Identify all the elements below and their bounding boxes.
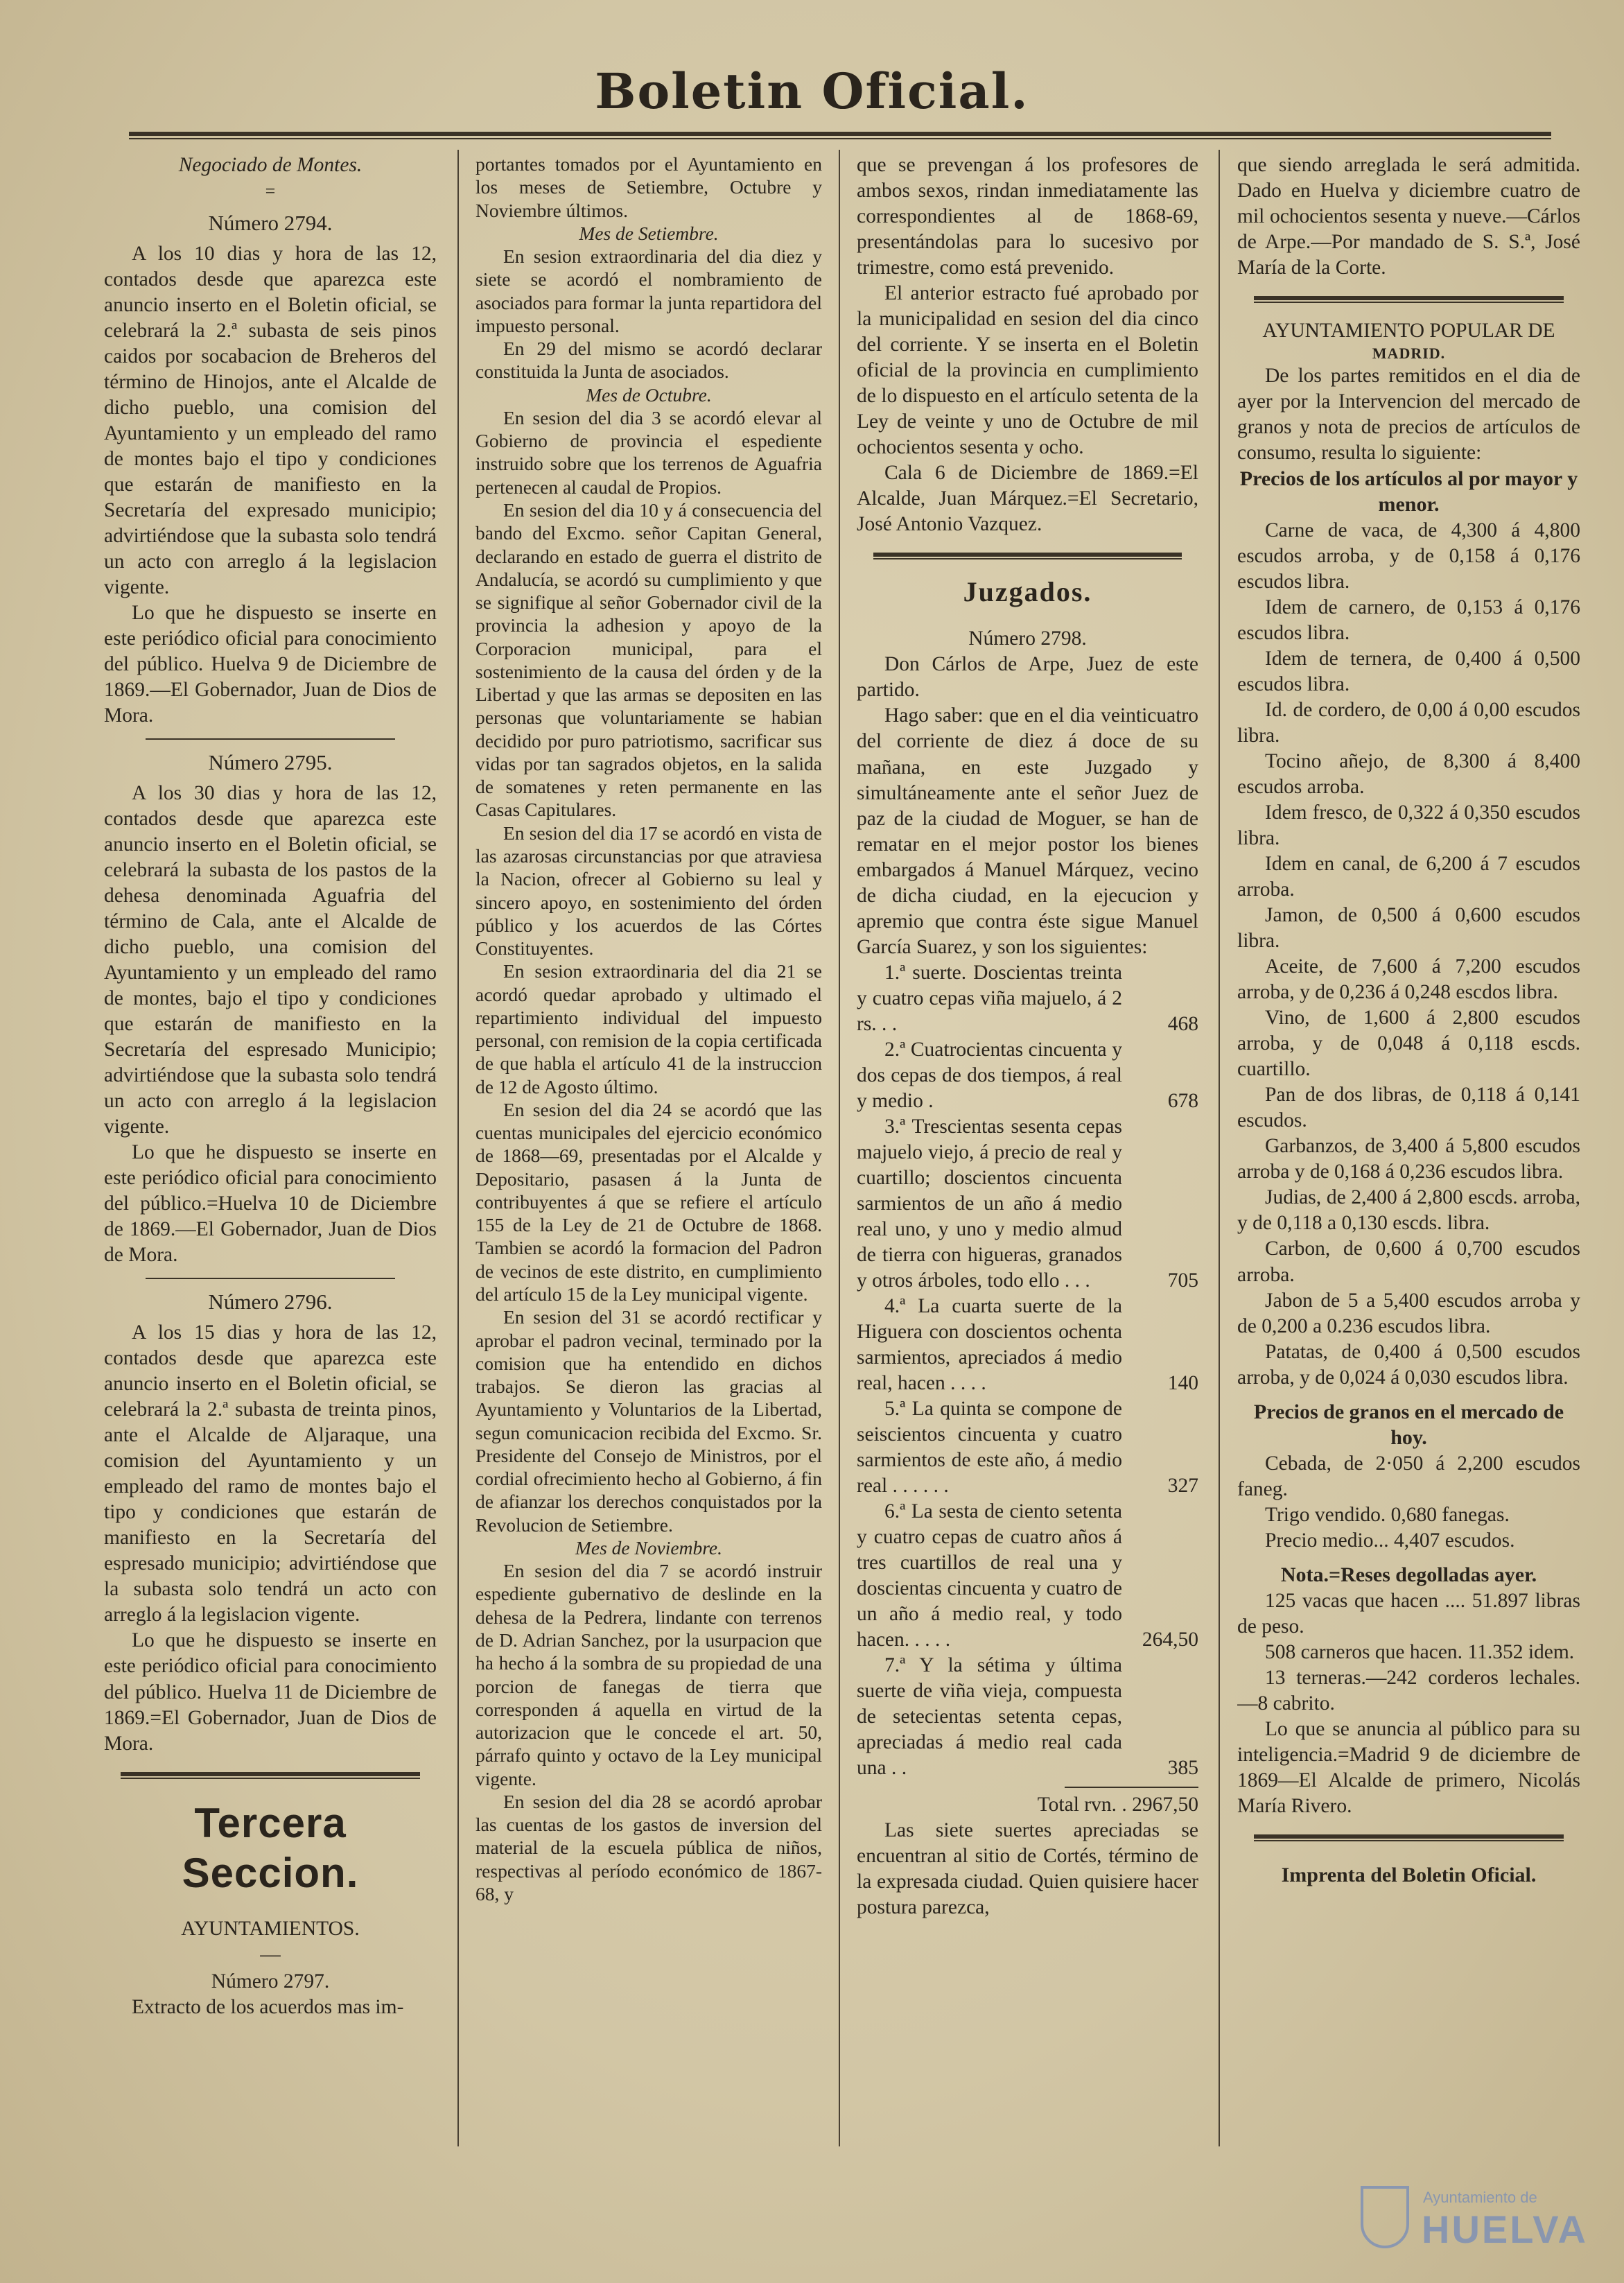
section-heading-montes: Negociado de Montes. — [178, 154, 363, 176]
column-2 — [475, 153, 822, 2219]
header-rule — [129, 132, 1551, 136]
extract-paragraph: En sesion extraordinaria del dia 21 se acordó quedar aprobado y ultimado el repartimiento individual del impuesto personal, con remision de la copia certificada de que habla el artículo 41 de la instruccion de 12 de Agosto último. — [475, 960, 822, 1097]
extract-intro: portantes tomados por el Ayuntamiento en los meses de Setiembre, Octubre y Noviembre últimos. — [475, 153, 822, 221]
price-item: Pan de dos libras, de 0,118 á 0,141 escudos. — [1237, 1084, 1580, 1132]
judge-notice-closing: que siendo arreglada le será admitida. Dado en Huelva y diciembre cuatro de mil ochocientos sesenta y nueve.—Cárlos de Arpe.—Por mandado de S. S.ª, José María de la Corte. — [1237, 154, 1580, 279]
madrid-closing: Lo que se anuncia al público para su inteligencia.=Madrid 9 de diciembre de 1869—El Alcalde de primero, Nicolás María Rivero. — [1237, 1717, 1580, 1817]
price-item: Id. de cordero, de 0,00 á 0,00 escudos libra. — [1237, 699, 1580, 747]
reses-item: 125 vacas que hacen .... 51.897 libras de peso. — [1237, 1589, 1580, 1638]
auction-item: 2.ª Cuatrocientas cincuenta y dos cepas de dos tiempos, á real y medio . 678 — [857, 1038, 1198, 1112]
month-heading-noviembre: Mes de Noviembre. — [575, 1536, 723, 1559]
judge-notice-body: Hago saber: que en el dia veinticuatro del corriente de diez á doce de su mañana, en este Juzgado y simultáneamente ante el señor Juez de paz de la ciudad de Moguer, se han de rematar en el mejor postor los bienes embargados á Manuel Márquez, vecino de dicha ciudad, en la ejecucion y apremio que contra éste sigue Manuel García Suarez, y son los siguientes: — [857, 704, 1198, 958]
notice-2795-body: A los 30 dias y hora de las 12, contados desde que aparezca este anuncio inserto en el Boletin oficial, se celebrará la subasta de los pastos de la dehesa denominada Aguafria del término de Cala, ante el Alcalde de dicho pueblo, una comision del Ayuntamiento y un empleado del ramo de montes, bajo el tipo y condiciones que estarán de manifiesto en la Secretaría del espresado Municipio; advirtiéndose que la subasta solo tendrá un acto con arreglo á la legislacion vigente. — [104, 782, 437, 1138]
extract-paragraph: En sesion del dia 28 se acordó aprobar las cuentas de los gastos de inversion del material de la escuela pública de niños, respectivas al período económico de 1867-68, y — [475, 1790, 822, 1904]
auction-item: 3.ª Trescientas sesenta cepas majuelo viejo, á precio de real y cuartillo; doscientos cincuenta sarmientos de un año á medio real uno, y uno y medio almud de tierra con higueras, granados y otros árboles, todo ello . . . 705 — [857, 1115, 1198, 1292]
grain-heading: Precios de granos en el mercado de hoy. — [1253, 1400, 1564, 1450]
auction-item: 4.ª La cuarta suerte de la Higuera con doscientos ochenta sarmientos, apreciados á medio real, hacen . . . . 140 — [857, 1294, 1198, 1394]
total-rule — [1065, 1787, 1198, 1788]
notice-2794-body: A los 10 dias y hora de las 12, contados desde que aparezca este anuncio inserto en el Boletin oficial, se celebrará la 2.ª subasta de seis pinos caidos por socabacion de Breheros del término de Hinojos, ante el Alcalde de dicho pueblo, una comision del Ayuntamiento y un empleado del ramo de montes bajo el tipo y condiciones que estarán de manifiesto en la Secretaría del expresado municipio; advirtiéndose que la subasta solo tendrá un acto con arreglo á la legislacion vigente. — [104, 242, 437, 599]
month-heading-setiembre: Mes de Setiembre. — [579, 222, 719, 244]
auction-item: 5.ª La quinta se compone de seiscientos cincuenta y cuatro sarmientos de este año, á medio real . . . . . . 327 — [857, 1397, 1198, 1497]
extract-paragraph: En sesion extraordinaria del dia diez y siete se acordó el nombramiento de asociados para formar la junta repartidora del impuesto personal. — [475, 245, 822, 336]
auction-items-list — [857, 960, 1198, 1782]
price-item: Carne de vaca, de 4,300 á 4,800 escudos arroba, y de 0,158 á 0,176 escudos libra. — [1237, 519, 1580, 593]
price-item: Tocino añejo, de 8,300 á 8,400 escudos arroba. — [1237, 750, 1580, 799]
reses-item: 508 carneros que hacen. 11.352 idem. — [1265, 1640, 1575, 1663]
extract-paragraph: En sesion del 31 se acordó rectificar y aprobar el padron vecinal, terminado por la comision que ha entendido en dichos trabajos. Se dieron las gracias al Ayuntamiento y Voluntarios de la Libertad, segun comunicacion recibida del Excmo. Sr. Presidente del Consejo de Ministros, por el cordial ofrecimiento hecho al Gobierno, á fin de afianzar los derechos conquistados por la Revolucion de Setiembre. — [475, 1306, 822, 1536]
section-rule — [121, 1772, 420, 1779]
notice-2797-start: Extracto de los acuerdos mas im- — [132, 1996, 404, 2019]
price-item: Carbon, de 0,600 á 0,700 escudos arroba. — [1237, 1238, 1580, 1286]
notice-2794-closing: Lo que he dispuesto se inserte en este periódico oficial para conocimiento del público. Huelva 9 de Diciembre de 1869.—El Gobernador, Juan de Dios de Mora. — [104, 602, 437, 727]
price-item: Patatas, de 0,400 á 0,500 escudos arroba, y de 0,024 á 0,030 escudos libra. — [1237, 1340, 1580, 1389]
archive-watermark — [1361, 2186, 1596, 2255]
auction-item: 6.ª La sesta de ciento setenta y cuatro cepas de cuatro años á tres cuartillos de real una y doscientas cincuenta y cuatro de un año á medio real, y todo hacen. . . . . 264,50 — [857, 1500, 1198, 1651]
price-item: Idem fresco, de 0,322 á 0,350 escudos libra. — [1237, 801, 1580, 850]
header-rule-thin — [129, 138, 1551, 139]
reses-item: 13 terneras.—242 corderos lechales.—8 cabrito. — [1237, 1666, 1580, 1715]
masthead-title: Boletin Oficial. — [595, 62, 1029, 120]
auction-total: Total rvn. . 2967,50 — [1037, 1794, 1198, 1816]
auction-item: 7.ª Y la sétima y última suerte de viña vieja, compuesta de setecientas setenta cepas, apreciadas á medio real cada una . . 385 — [857, 1654, 1198, 1780]
notice-number-2797: Número 2797. — [211, 1970, 330, 1993]
column-3 — [857, 153, 1198, 2219]
grain-item: Trigo vendido. 0,680 fanegas. — [1265, 1503, 1510, 1526]
notice-number-2794: Número 2794. — [208, 211, 333, 236]
coat-of-arms-icon — [1361, 2186, 1409, 2248]
column-divider-3 — [1219, 150, 1220, 2146]
notice-2795-closing: Lo que he dispuesto se inserte en este periódico oficial para conocimiento del público.=Huelva 10 de Diciembre de 1869.—El Gobernador, Juan de Dios de Mora. — [104, 1141, 437, 1267]
price-item: Judias, de 2,400 á 2,800 escds. arroba, y de 0,118 a 0,130 escds. libra. — [1237, 1186, 1580, 1235]
extract-paragraph: En sesion del dia 17 se acordó en vista de las azarosas circunstancias por que atraviesa la Nacion, ofrecer al Gobierno su leal y sincero apoyo, en sostenimiento del órden público y los acuerdos de las Córtes Constituyentes. — [475, 822, 822, 960]
price-item: Aceite, de 7,600 á 7,200 escudos arroba, y de 0,236 á 0,248 escdos libra. — [1237, 955, 1580, 1004]
price-item: Idem de carnero, de 0,153 á 0,176 escudos libra. — [1237, 596, 1580, 645]
printer-credit: Imprenta del Boletin Oficial. — [1281, 1863, 1537, 1886]
notice-number-2795: Número 2795. — [208, 750, 333, 775]
auction-location: Las siete suertes apreciadas se encuentran al sitio de Cortés, término de la expresada ciudad. Quien quisiere hacer postura parezca, — [857, 1819, 1198, 1919]
auction-item: 1.ª suerte. Doscientas treinta y cuatro cepas viña majuelo, á 2 rs. . . 468 — [857, 961, 1198, 1035]
extract-continuation: que se prevengan á los profesores de ambos sexos, rindan inmediatamente las correspondientes al de 1868-69, presentándolas para lo sucesivo por trimestre, como está prevenido. — [857, 154, 1198, 279]
section-rule — [1254, 1834, 1564, 1841]
separator-rule — [146, 1278, 395, 1279]
price-item: Garbanzos, de 3,400 á 5,800 escudos arroba y de 0,168 á 0,236 escudos libra. — [1237, 1135, 1580, 1183]
ayuntamientos-heading: AYUNTAMIENTOS. — [181, 1917, 360, 1940]
separator-dash: — — [260, 1943, 281, 1965]
separator-equals: = — [265, 181, 276, 202]
price-item: Vino, de 1,600 á 2,800 escudos arroba, y de 0,048 á 0,118 escds. cuartillo. — [1237, 1007, 1580, 1081]
judge-heading: Don Cárlos de Arpe, Juez de este partido. — [857, 653, 1198, 702]
notice-2796-body: A los 15 dias y hora de las 12, contados desde que aparezca este anuncio inserto en el Boletin oficial, se celebrará la 2.ª subasta de treinta pinos, ante el Alcalde de Aljaraque, una comision del Ayuntamiento y un empleado del ramo de montes bajo el tipo y condiciones que estarán de manifiesto en la Secretaría del espresado municipio; advirtiéndose que la subasta solo tendrá un acto con arreglo á la legislacion vigente. — [104, 1321, 437, 1626]
section-rule — [873, 553, 1182, 559]
watermark-line2: HUELVA — [1422, 2207, 1588, 2251]
prices-heading: Precios de los artículos al por mayor y menor. — [1239, 467, 1578, 517]
notice-number-2796: Número 2796. — [208, 1290, 333, 1314]
column-4 — [1237, 153, 1580, 2219]
extract-signature: Cala 6 de Diciembre de 1869.=El Alcalde, Juan Márquez.=El Secretario, José Antonio Vazquez. — [857, 462, 1198, 536]
extract-paragraph: En sesion del dia 10 y á consecuencia del bando del Excmo. señor Capitan General, declarando en estado de guerra el distrito de Andalucía, se acordó su cumplimiento y que se signifique al señor Gobernador civil de la provincia la adhesion y apoyo de la Corporacion municipal, para el sostenimiento de la causa del órden y de la Libertad y que las armas se depositen en las personas que voluntariamente se habian decidido por puro patriotismo, sacrificar sus vidas por tan sagrados objetos, en la salida de somatenes y reten permanente en las Casas Capitulares. — [475, 498, 822, 821]
extract-paragraph: En sesion del dia 7 se acordó instruir espediente gubernativo de deslinde en la dehesa de la Pedrera, lindante con terrenos de D. Adrian Sanchez, por la usurpacion que ha hecho á la sombra de su propiedad de una porcion de fanegas de tierra que corresponden á aquella en virtud de la autorizacion que le concede el art. 50, párrafo quinto y octavo de la Ley municipal vigente. — [475, 1560, 822, 1789]
madrid-heading: MADRID. — [1372, 345, 1446, 363]
notice-2796-closing: Lo que he dispuesto se inserte en este periódico oficial para conocimiento del público. Huelva 11 de Diciembre de 1869.=El Gobernador, Juan de Dios de Mora. — [104, 1629, 437, 1755]
separator-rule — [146, 738, 395, 740]
ayuntamiento-madrid-heading: AYUNTAMIENTO POPULAR DE — [1262, 320, 1555, 342]
extract-paragraph: En sesion del dia 3 se acordó elevar al Gobierno de provincia el espediente instruido sobre que los terrenos de Aguafria pertenecen al caudal de Propios. — [475, 406, 822, 498]
section-title-tercera: Tercera Seccion. — [182, 1799, 359, 1896]
grain-item: Precio medio... 4,407 escudos. — [1265, 1529, 1515, 1552]
reses-heading: Nota.=Reses degolladas ayer. — [1280, 1563, 1537, 1586]
section-title-juzgados: Juzgados. — [963, 576, 1092, 608]
price-item: Idem de ternera, de 0,400 á 0,500 escudos libra. — [1237, 648, 1580, 696]
price-item: Jabon de 5 a 5,400 escudos arroba y de 0,200 a 0.236 escudos libra. — [1237, 1289, 1580, 1337]
price-item: Jamon, de 0,500 á 0,600 escudos libra. — [1237, 904, 1580, 953]
notice-number-2798: Número 2798. — [968, 627, 1087, 650]
grain-item: Cebada, de 2·050 á 2,200 escudos faneg. — [1237, 1452, 1580, 1500]
extract-paragraph: En sesion del dia 24 se acordó que las cuentas municipales del ejercicio económico de 1868—69, presentadas por el Alcalde y Depositario, pasasen á la Junta de contribuyentes á que se refiere el artículo 155 de la Ley de 21 de Octubre de 1868. Tambien se acordó la formacion del Padron de vecinos de este distrito, en cumplimiento del artículo 15 de la Ley municipal vigente. — [475, 1098, 822, 1305]
extract-paragraph: En 29 del mismo se acordó declarar constituida la Junta de asociados. — [475, 338, 822, 383]
month-heading-octubre: Mes de Octubre. — [586, 383, 712, 406]
price-item: Idem en canal, de 6,200 á 7 escudos arroba. — [1237, 853, 1580, 901]
column-divider-2 — [839, 150, 840, 2146]
column-divider-1 — [457, 150, 459, 2146]
prices-list — [1237, 518, 1580, 1391]
madrid-intro: De los partes remitidos en el dia de ayer por la Intervencion del mercado de granos y nota de precios de artículos de consumo, resulta lo siguiente: — [1237, 364, 1580, 464]
column-1 — [104, 153, 437, 2219]
section-rule — [1254, 296, 1564, 303]
watermark-line1: Ayuntamiento de — [1423, 2189, 1537, 2206]
extract-approval: El anterior estracto fué aprobado por la municipalidad en sesion del dia cinco del corriente. Y se inserta en el Boletin oficial de la provincia en cumplimiento de lo dispuesto en el artículo setenta de la Ley de veinte y uno de Octubre de mil ochocientos sesenta y ocho. — [857, 282, 1198, 459]
